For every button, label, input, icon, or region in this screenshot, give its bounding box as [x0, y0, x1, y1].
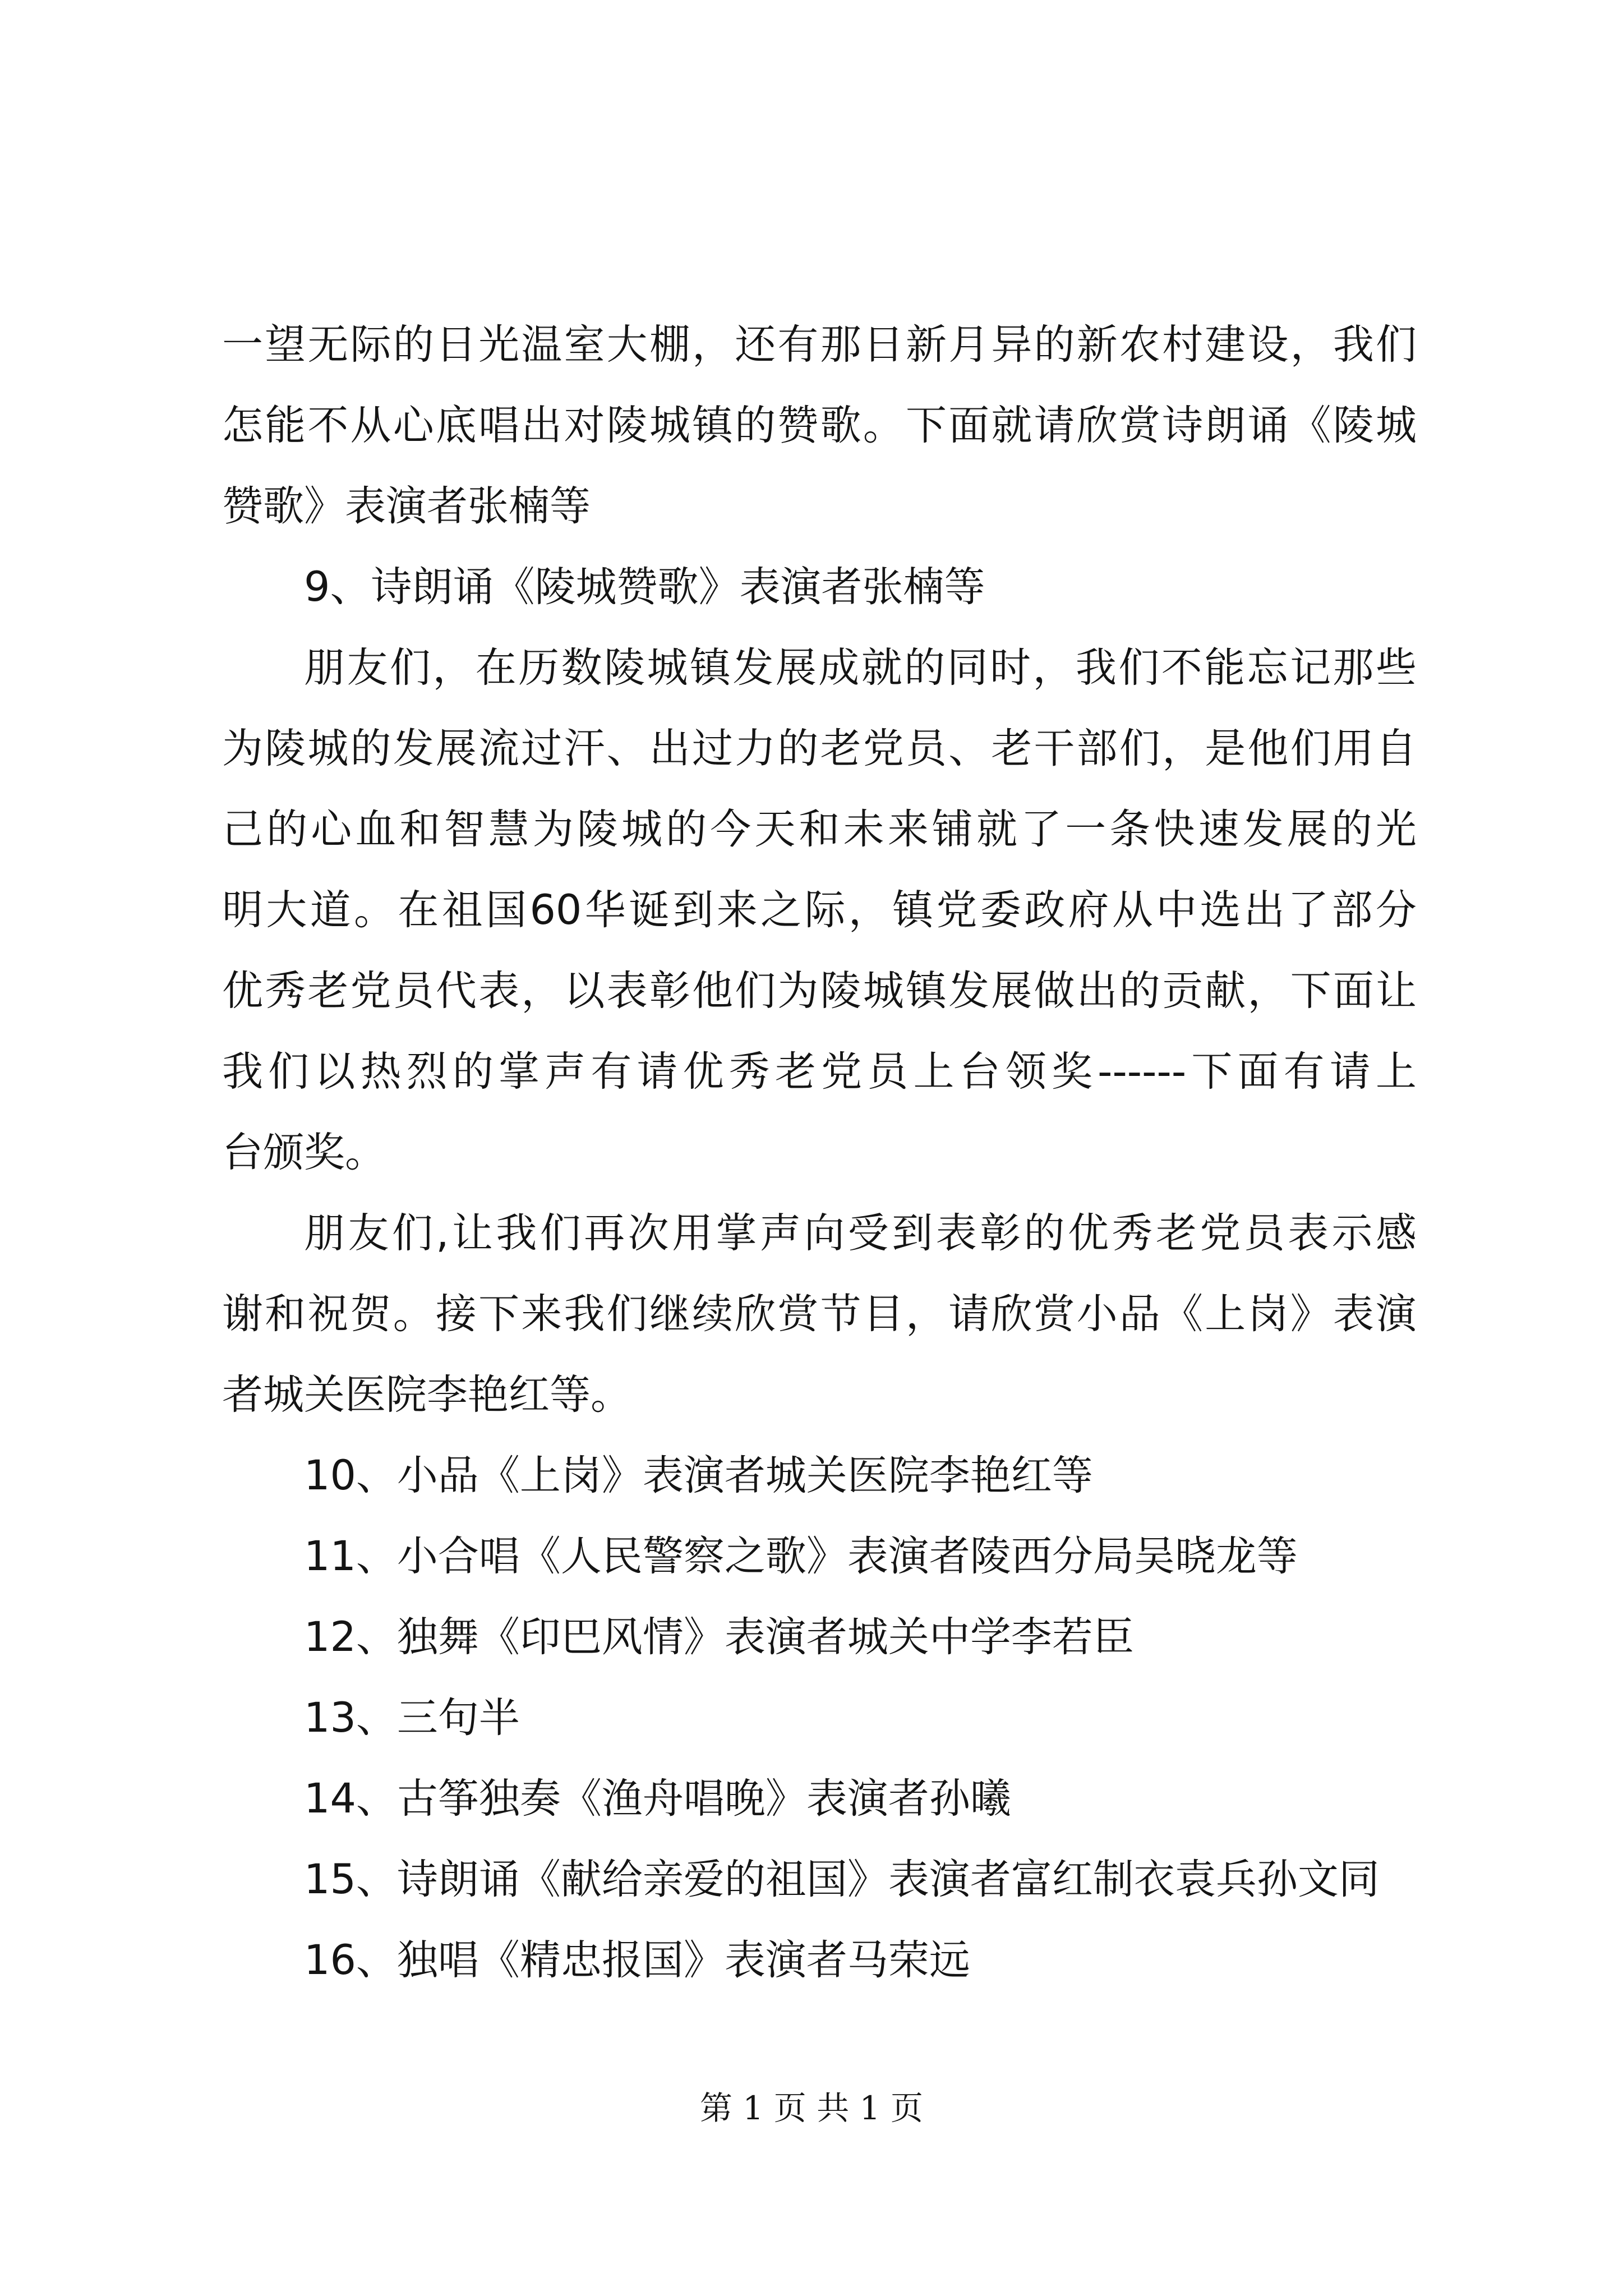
paragraph-line: 明大道。在祖国60华诞到来之际，镇党委政府从中选出了部分 [222, 886, 1417, 934]
page-footer: 第 1 页 共 1 页 [700, 2089, 923, 2127]
paragraph-line: 怎能不从心底唱出对陵城镇的赞歌。下面就请欣赏诗朗诵《陵城 [222, 402, 1417, 449]
list-item: 14、古筝独奏《渔舟唱晚》表演者孙曦 [304, 1775, 1011, 1823]
list-item: 16、独唱《精忠报国》表演者马荣远 [304, 1936, 970, 1984]
paragraph-line: 己的心血和智慧为陵城的今天和未来铺就了一条快速发展的光 [222, 806, 1417, 853]
paragraph-line: 朋友们,让我们再次用掌声向受到表彰的优秀老党员表示感 [304, 1209, 1417, 1257]
paragraph-line: 者城关医院李艳红等。 [222, 1371, 631, 1419]
paragraph-line: 朋友们，在历数陵城镇发展成就的同时，我们不能忘记那些 [304, 644, 1417, 692]
list-item: 11、小合唱《人民警察之歌》表演者陵西分局吴晓龙等 [304, 1533, 1298, 1580]
list-item: 10、小品《上岗》表演者城关医院李艳红等 [304, 1452, 1093, 1499]
paragraph-line: 台颁奖。 [222, 1129, 386, 1176]
list-item: 12、独舞《印巴风情》表演者城关中学李若臣 [304, 1613, 1134, 1661]
list-item: 15、诗朗诵《献给亲爱的祖国》表演者富红制衣袁兵孙文同 [304, 1856, 1380, 1903]
paragraph-line: 谢和祝贺。接下来我们继续欣赏节目，请欣赏小品《上岗》表演 [222, 1290, 1417, 1338]
paragraph-line: 我们以热烈的掌声有请优秀老党员上台领奖------下面有请上 [222, 1048, 1417, 1096]
paragraph-line: 为陵城的发展流过汗、出过力的老党员、老干部们，是他们用自 [222, 725, 1417, 772]
paragraph-line: 优秀老党员代表，以表彰他们为陵城镇发展做出的贡献，下面让 [222, 967, 1417, 1015]
paragraph-line: 赞歌》表演者张楠等 [222, 482, 591, 530]
paragraph-line: 一望无际的日光温室大棚，还有那日新月异的新农村建设，我们 [222, 321, 1417, 369]
list-item: 9、诗朗诵《陵城赞歌》表演者张楠等 [304, 563, 985, 611]
list-item: 13、三句半 [304, 1694, 520, 1742]
